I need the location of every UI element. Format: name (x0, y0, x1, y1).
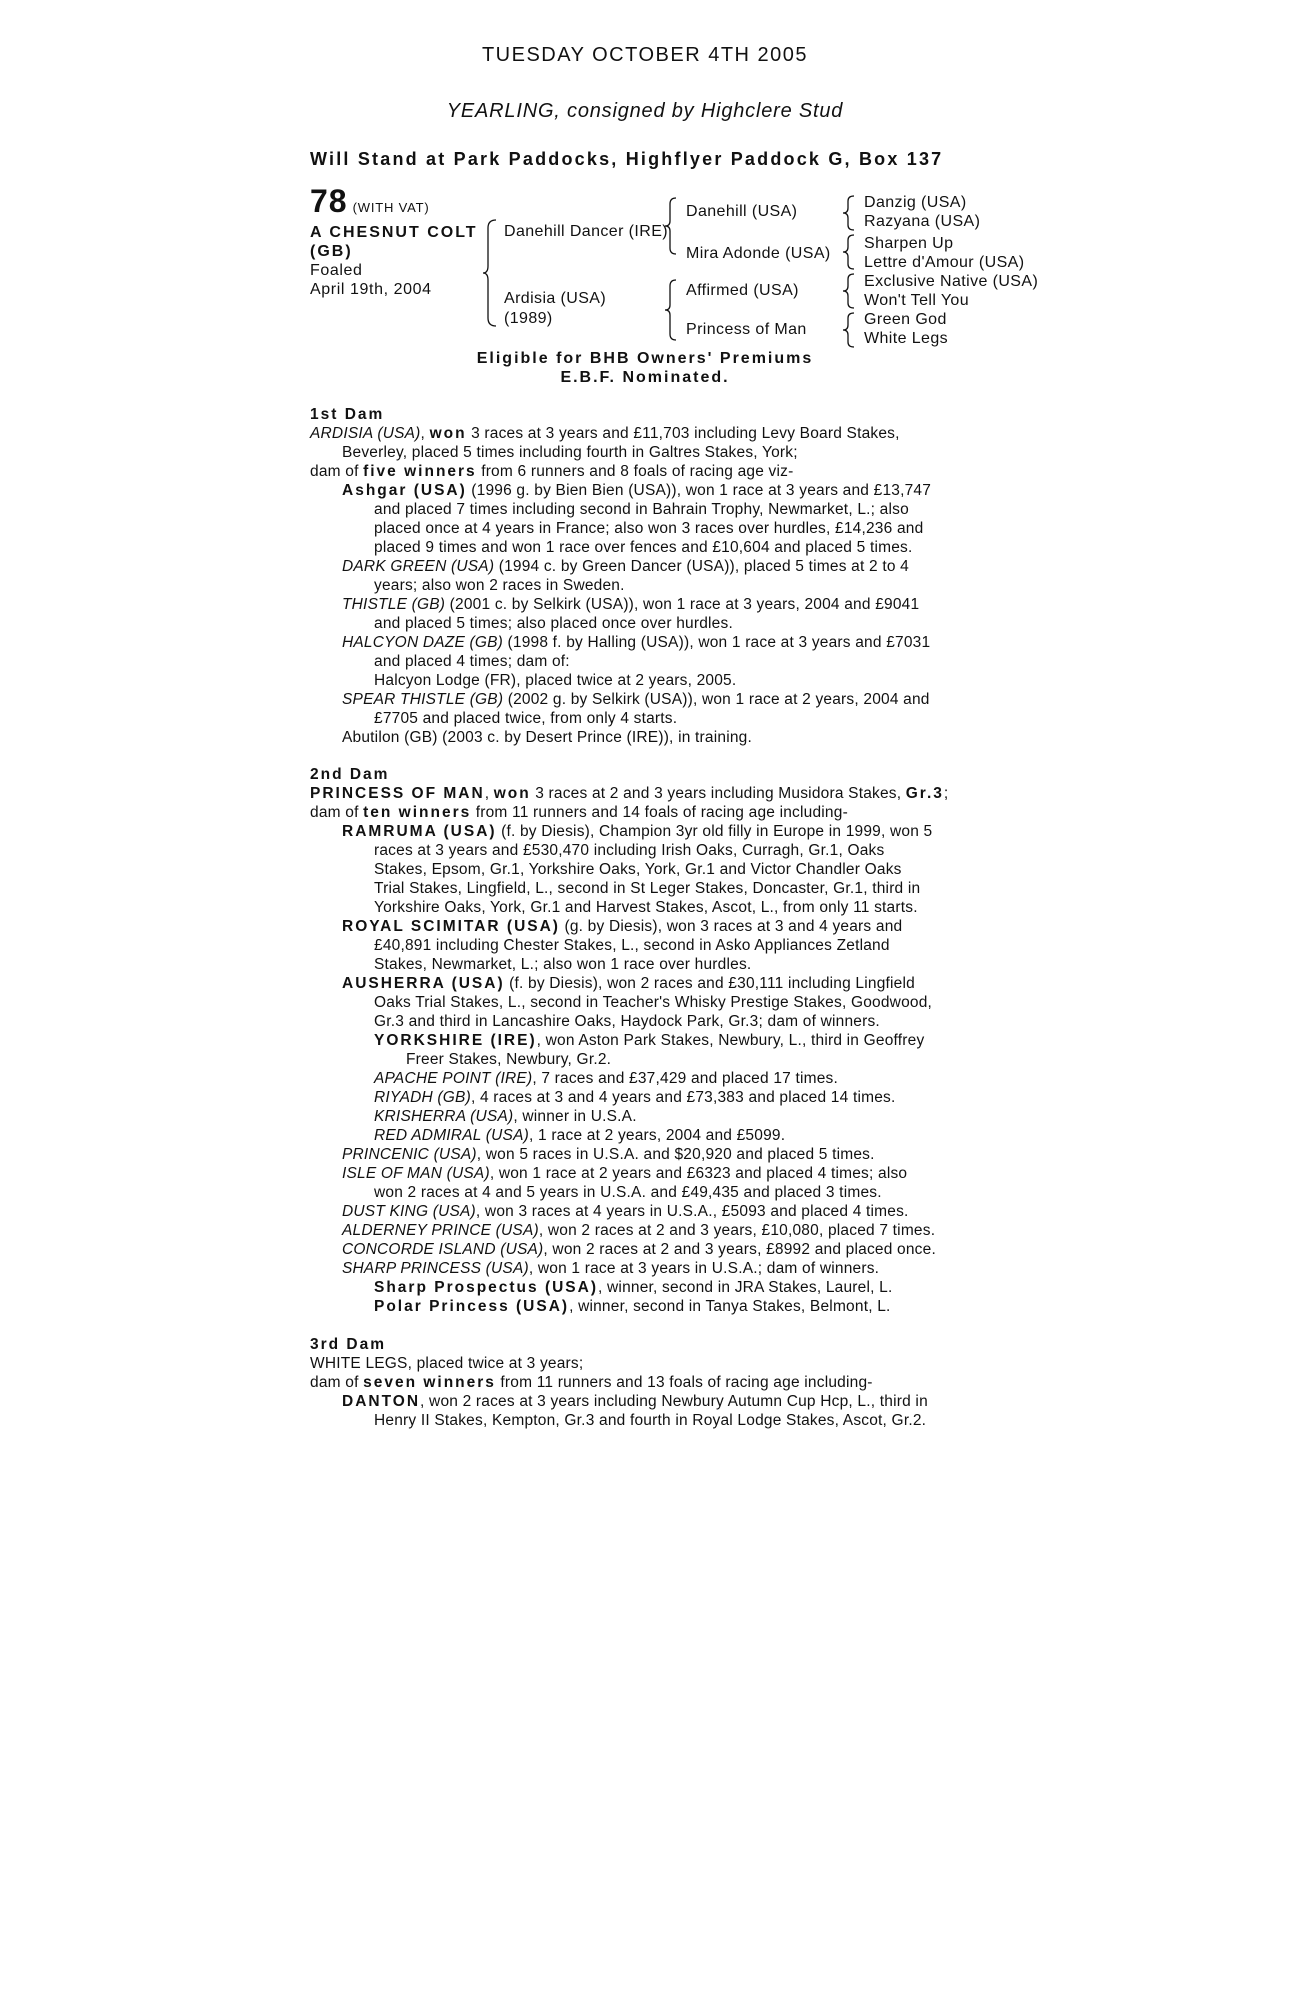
second-dam-name: PRINCESS OF MAN (310, 785, 485, 802)
third-dam-section: 3rd Dam WHITE LEGS, placed twice at 3 years; dam of seven winners from 11 runners and 13 foals of racing age including- DANTON, won 2 races at 3 years including Newbury Autumn Cup Hcp, L., third in Henry II Stakes, Kempton, Gr.3 and fourth in Royal Lodge Stakes, Ascot, Gr.2. (310, 1335, 980, 1430)
sd-dam: Lettre d'Amour (USA) (864, 254, 1025, 271)
stand-location: Will Stand at Park Paddocks, Highflyer Paddock G, Box 137 (310, 149, 944, 169)
produce-yorkshire: YORKSHIRE (IRE) (374, 1032, 537, 1049)
ss-dam: Razyana (USA) (864, 213, 981, 230)
ss-sire: Danzig (USA) (864, 194, 967, 211)
horse-origin: (GB) (310, 243, 353, 260)
pedigree-brace-dd (842, 311, 858, 349)
produce-thistle: THISTLE (GB) (342, 596, 446, 613)
third-dam-name: WHITE LEGS, placed twice at 3 years; (310, 1355, 584, 1372)
eligibility-premiums: Eligible for BHB Owners' Premiums (476, 350, 814, 367)
produce-abutilon: Abutilon (GB) (2003 c. by Desert Prince (IRE)), in training. (342, 729, 752, 746)
pedigree-brace-sd (842, 233, 858, 271)
dd-sire: Green God (864, 311, 947, 328)
eligibility-ebf: E.B.F. Nominated. (560, 369, 730, 386)
pedigree-brace-ss (842, 194, 858, 232)
first-dam-name: ARDISIA (USA) (310, 425, 421, 442)
dam: Ardisia (USA) (504, 290, 607, 307)
second-dam-section: 2nd Dam PRINCESS OF MAN, won 3 races at 2 and 3 years including Musidora Stakes, Gr.3; dam of ten winners from 11 runners and 14 foals of racing age including- RAMRUMA (USA) (f. by Diesis), Champion 3yr old filly in Europe in 1999, won 5 races at 3 years and £530,470 including Irish Oaks, Curragh, Gr.1, Oaks Stakes, Epsom, Gr.1, Yorkshire Oaks, York, Gr.1 and Victor Chandler Oaks Trial Stakes, Lingfield, L., second in St Leger Stakes, Doncaster, Gr.1, third in Yorkshire Oaks, York, Gr.1 and Harvest Stakes, Ascot, L., from only 11 starts. ROYAL SCIMITAR (USA) (g. by Diesis), won 3 races at 3 and 4 years and £40,891 including Chester Stakes, L., second in Asko Appliances Zetland Stakes, Newmarket, L.; also won 1 race over hurdles. AUSHERRA (USA) (f. by Diesis), won 2 races and £30,111 including Lingfield Oaks Trial Stakes, L., second in Teacher's Whisky Prestige Stakes, Goodwood, Gr.3 and third in Lancashire Oaks, Haydock Park, Gr.3; dam of winners. YORKSHIRE (IRE), won Aston Park Stakes, Newbury, L., third in Geoffrey Freer Stakes, Newbury, Gr.2. APACHE POINT (IRE), 7 races and £37,429 and placed 17 times. RIYADH (GB), 4 races at 3 and 4 years and £73,383 and placed 14 times. KRISHERRA (USA), winner in U.S.A. RED ADMIRAL (USA), 1 race at 2 years, 2004 and £5099. PRINCENIC (USA), won 5 races in U.S.A. and $20,920 and placed 5 times. ISLE OF MAN (USA), won 1 race at 2 years and £6323 and placed 4 times; also won 2 races at 4 and 5 years in U.S.A. and £49,435 and placed 3 times. DUST KING (USA), won 3 races at 4 years in U.S.A., £5093 and placed 4 times. ALDERNEY PRINCE (USA), won 2 races at 2 and 3 years, £10,080, placed 7 times. CONCORDE ISLAND (USA), won 2 races at 2 and 3 years, £8992 and placed once. SHARP PRINCESS (USA), won 1 race at 3 years in U.S.A.; dam of winners. Sharp Prospectus (USA), winner, second in JRA Stakes, Laurel, L. Polar Princess (USA), winner, second in Tanya Stakes, Belmont, L. (310, 765, 980, 1316)
sire-dam: Mira Adonde (USA) (686, 245, 831, 262)
sale-date: TUESDAY OCTOBER 4TH 2005 (481, 44, 809, 66)
sire: Danehill Dancer (IRE) (504, 223, 669, 240)
dam-year: (1989) (504, 310, 553, 327)
pedigree-brace-ds (842, 272, 858, 310)
produce-sharp-princess: SHARP PRINCESS (USA) (342, 1260, 529, 1277)
produce-halcyon-daze: HALCYON DAZE (GB) (342, 634, 504, 651)
produce-red-admiral: RED ADMIRAL (USA) (374, 1127, 529, 1144)
lot-info (310, 183, 490, 299)
produce-alderney-prince: ALDERNEY PRINCE (USA) (342, 1222, 539, 1239)
produce-ramruma: RAMRUMA (USA) (342, 823, 497, 840)
produce-apache-point: APACHE POINT (IRE) (374, 1070, 533, 1087)
pedigree-brace-dam (664, 278, 680, 342)
produce-krisherra: KRISHERRA (USA) (374, 1108, 514, 1125)
produce-sharp-prospectus: Sharp Prospectus (USA) (374, 1279, 599, 1296)
produce-dark-green: DARK GREEN (USA) (342, 558, 495, 575)
ds-sire: Exclusive Native (USA) (864, 273, 1039, 290)
produce-dust-king: DUST KING (USA) (342, 1203, 476, 1220)
dd-dam: White Legs (864, 330, 949, 347)
third-dam-heading: 3rd Dam (310, 1336, 387, 1353)
produce-ashgar: Ashgar (USA) (342, 482, 467, 499)
produce-isle-of-man: ISLE OF MAN (USA) (342, 1165, 490, 1182)
vat-note: (WITH VAT) (352, 200, 430, 215)
foaled-date: April 19th, 2004 (310, 281, 432, 298)
lot-number: 78 (310, 183, 348, 219)
produce-danton: DANTON (342, 1393, 421, 1410)
ds-dam: Won't Tell You (864, 292, 970, 309)
produce-royal-scimitar: ROYAL SCIMITAR (USA) (342, 918, 560, 935)
consignment-line: YEARLING, consigned by Highclere Stud (446, 100, 844, 122)
foaled-label: Foaled (310, 262, 363, 279)
produce-riyadh: RIYADH (GB) (374, 1089, 471, 1106)
first-dam-section: 1st Dam ARDISIA (USA), won 3 races at 3 years and £11,703 including Levy Board Stakes, Beverley, placed 5 times including fourth in Galtres Stakes, York; dam of five winners from 6 runners and 8 foals of racing age viz- Ashgar (USA) (1996 g. by Bien Bien (USA)), won 1 race at 3 years and £13,747 and placed 7 times including second in Bahrain Trophy, Newmarket, L.; also placed once at 4 years in France; also won 3 races over hurdles, £14,236 and placed 9 times and won 1 race over fences and £10,604 and placed 5 times. DARK GREEN (USA) (1994 c. by Green Dancer (USA)), placed 5 times at 2 to 4 years; also won 2 races in Sweden. THISTLE (GB) (2001 c. by Selkirk (USA)), won 1 race at 3 years, 2004 and £9041 and placed 5 times; also placed once over hurdles. HALCYON DAZE (GB) (1998 f. by Halling (USA)), won 1 race at 3 years and £7031 and placed 4 times; dam of: Halcyon Lodge (FR), placed twice at 2 years, 2005. SPEAR THISTLE (GB) (2002 g. by Selkirk (USA)), won 1 race at 2 years, 2004 and £7705 and placed twice, from only 4 starts. Abutilon (GB) (2003 c. by Desert Prince (IRE)), in training. (310, 405, 980, 747)
second-dam-heading: 2nd Dam (310, 766, 390, 783)
produce-polar-princess: Polar Princess (USA) (374, 1298, 570, 1315)
sire-sire: Danehill (USA) (686, 203, 798, 220)
eligibility (0, 349, 1290, 387)
produce-spear-thistle: SPEAR THISTLE (GB) (342, 691, 504, 708)
produce-concorde-island: CONCORDE ISLAND (USA) (342, 1241, 544, 1258)
pedigree-brace-main (482, 218, 502, 328)
produce-princenic: PRINCENIC (USA) (342, 1146, 477, 1163)
sd-sire: Sharpen Up (864, 235, 954, 252)
produce-ausherra: AUSHERRA (USA) (342, 975, 505, 992)
dam-sire: Affirmed (USA) (686, 282, 799, 299)
horse-description: A CHESNUT COLT (310, 224, 478, 241)
dam-dam: Princess of Man (686, 321, 807, 338)
first-dam-heading: 1st Dam (310, 406, 385, 423)
